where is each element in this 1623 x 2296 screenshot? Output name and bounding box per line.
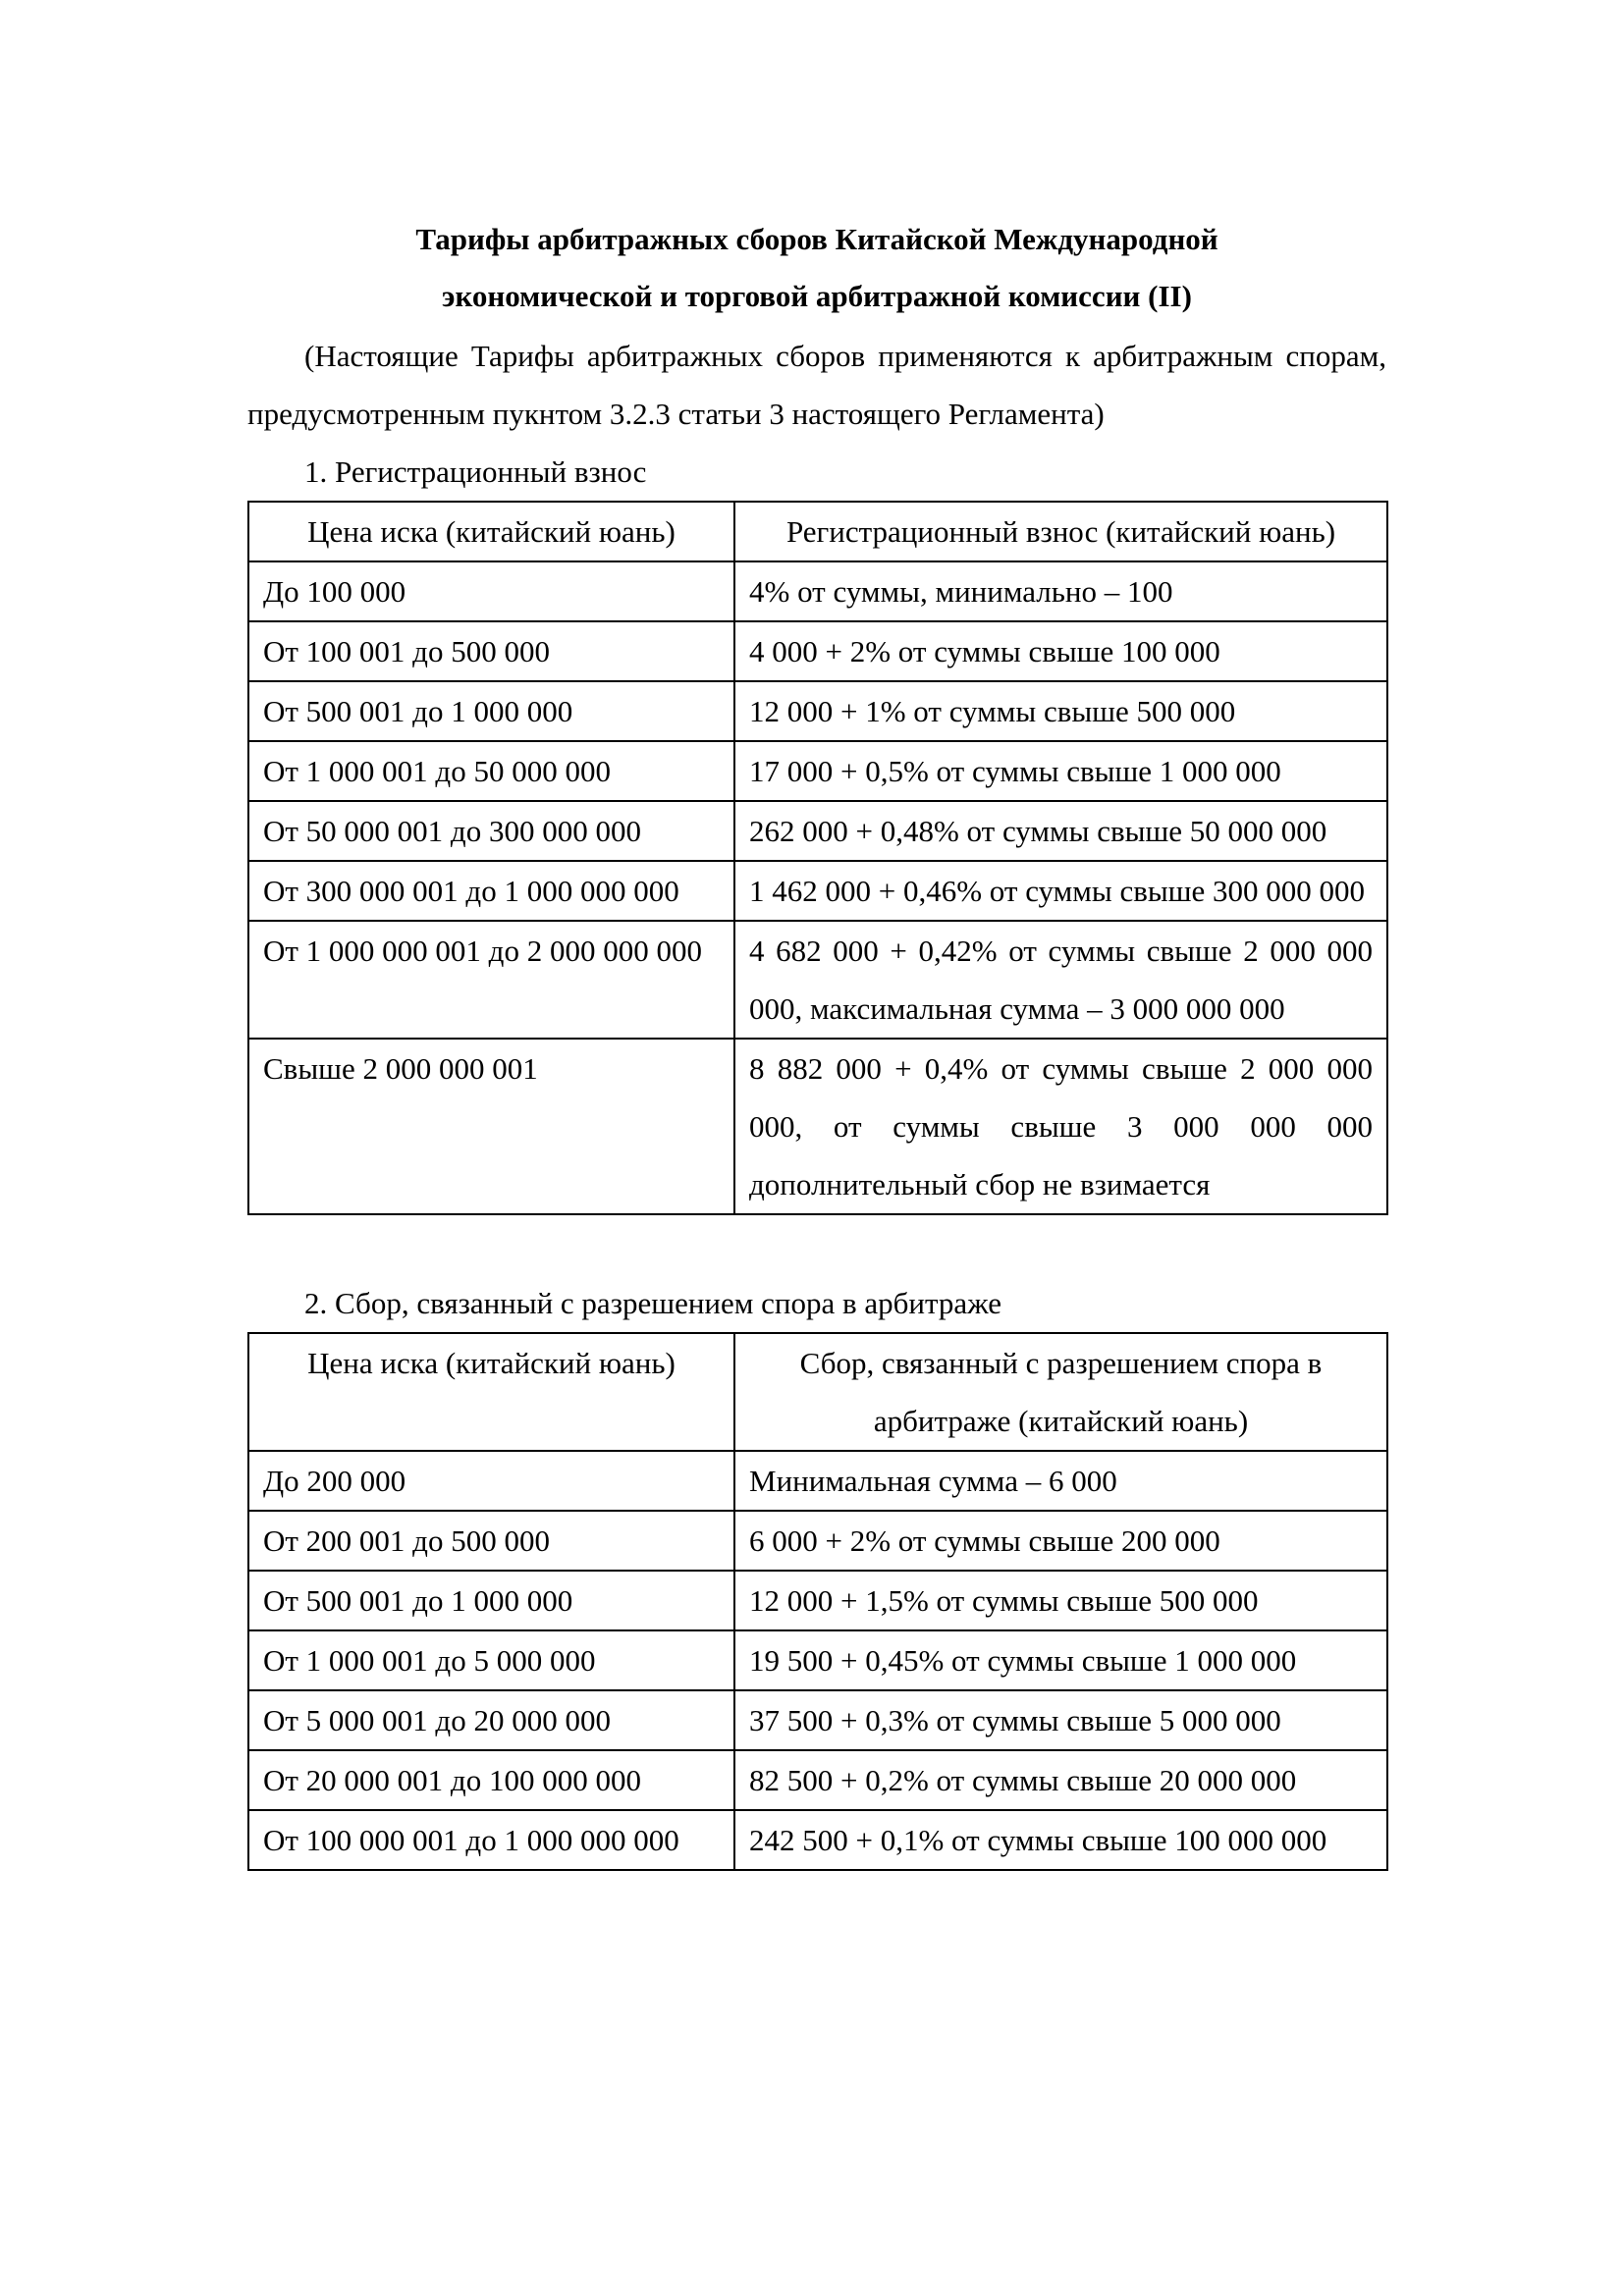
fee-cell: 262 000 + 0,48% от суммы свыше 50 000 000 [734, 801, 1387, 861]
claim-amount-cell: Свыше 2 000 000 001 [248, 1039, 734, 1214]
claim-amount-cell: От 300 000 001 до 1 000 000 000 [248, 861, 734, 921]
claim-amount-cell: До 200 000 [248, 1451, 734, 1511]
table-row [248, 1511, 1387, 1571]
table-row [248, 1630, 1387, 1690]
claim-amount-cell: От 1 000 000 001 до 2 000 000 000 [248, 921, 734, 1039]
table-row [248, 861, 1387, 921]
title-line-1: Тарифы арбитражных сборов Китайской Международной [415, 222, 1218, 256]
fee-cell: 12 000 + 1% от суммы свыше 500 000 [734, 681, 1387, 741]
intro-paragraph: (Настоящие Тарифы арбитражных сборов применяются к арбитражным спорам, предусмотренным пукнтом 3.2.3 статьи 3 настоящего Регламента) [247, 339, 1386, 431]
fee-cell: 82 500 + 0,2% от суммы свыше 20 000 000 [734, 1750, 1387, 1810]
section-1-heading: 1. Регистрационный взнос [304, 454, 647, 489]
arbitration-fee-table [247, 1332, 1388, 1871]
claim-amount-cell: От 100 000 001 до 1 000 000 000 [248, 1810, 734, 1870]
registration-fee-table [247, 501, 1388, 1215]
fee-cell: 1 462 000 + 0,46% от суммы свыше 300 000 000 [734, 861, 1387, 921]
table-header-row [248, 1333, 1387, 1451]
claim-amount-cell: От 1 000 001 до 50 000 000 [248, 741, 734, 801]
claim-amount-cell: От 200 001 до 500 000 [248, 1511, 734, 1571]
claim-amount-cell: До 100 000 [248, 561, 734, 621]
section-2-heading: 2. Сбор, связанный с разрешением спора в арбитраже [304, 1286, 1001, 1320]
fee-cell: 8 882 000 + 0,4% от суммы свыше 2 000 000 000, от суммы свыше 3 000 000 000 дополнительный сбор не взимается [734, 1039, 1387, 1214]
fee-cell: 4 682 000 + 0,42% от суммы свыше 2 000 000 000, максимальная сумма – 3 000 000 000 [734, 921, 1387, 1039]
fee-cell: 12 000 + 1,5% от суммы свыше 500 000 [734, 1571, 1387, 1630]
claim-amount-cell: От 5 000 001 до 20 000 000 [248, 1690, 734, 1750]
table-row [248, 681, 1387, 741]
claim-amount-cell: От 20 000 001 до 100 000 000 [248, 1750, 734, 1810]
document-title [247, 211, 1386, 325]
column-header-claim-amount: Цена иска (китайский юань) [248, 502, 734, 561]
claim-amount-cell: От 1 000 001 до 5 000 000 [248, 1630, 734, 1690]
fee-cell: Минимальная сумма – 6 000 [734, 1451, 1387, 1511]
table-row [248, 1750, 1387, 1810]
table-row [248, 561, 1387, 621]
fee-cell: 4 000 + 2% от суммы свыше 100 000 [734, 621, 1387, 681]
column-header-registration-fee: Регистрационный взнос (китайский юань) [734, 502, 1387, 561]
claim-amount-cell: От 500 001 до 1 000 000 [248, 681, 734, 741]
table-row [248, 1690, 1387, 1750]
column-header-claim-amount: Цена иска (китайский юань) [248, 1333, 734, 1451]
document-page [247, 211, 1386, 1871]
table-row [248, 1571, 1387, 1630]
table-row [248, 1039, 1387, 1214]
column-header-arbitration-fee: Сбор, связанный с разрешением спора в арбитраже (китайский юань) [734, 1333, 1387, 1451]
section-spacer [247, 1215, 1386, 1274]
table-row [248, 921, 1387, 1039]
claim-amount-cell: От 50 000 001 до 300 000 000 [248, 801, 734, 861]
table-header-row [248, 502, 1387, 561]
table-row [248, 741, 1387, 801]
fee-cell: 242 500 + 0,1% от суммы свыше 100 000 000 [734, 1810, 1387, 1870]
claim-amount-cell: От 100 001 до 500 000 [248, 621, 734, 681]
table-row [248, 1451, 1387, 1511]
table-row [248, 801, 1387, 861]
claim-amount-cell: От 500 001 до 1 000 000 [248, 1571, 734, 1630]
table-row [248, 621, 1387, 681]
fee-cell: 37 500 + 0,3% от суммы свыше 5 000 000 [734, 1690, 1387, 1750]
fee-cell: 17 000 + 0,5% от суммы свыше 1 000 000 [734, 741, 1387, 801]
fee-cell: 19 500 + 0,45% от суммы свыше 1 000 000 [734, 1630, 1387, 1690]
fee-cell: 4% от суммы, минимально – 100 [734, 561, 1387, 621]
table-row [248, 1810, 1387, 1870]
title-line-2: экономической и торговой арбитражной комиссии (II) [442, 279, 1192, 313]
fee-cell: 6 000 + 2% от суммы свыше 200 000 [734, 1511, 1387, 1571]
